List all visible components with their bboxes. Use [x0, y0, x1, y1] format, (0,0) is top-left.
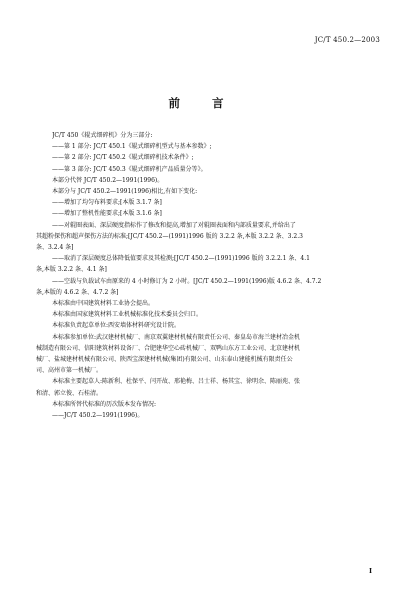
body-line: 本标准由国家建筑材料工业机械标准化技术委员会归口。: [52, 311, 203, 319]
body-line: ——第 2 部分: JC/T 450.2《辊式细碎机技术条件》;: [52, 154, 194, 162]
body-line: ——取消了深层硬度总体降低值要求及其检测;[JC/T 450.2—(1991)1996 版的 3.2.2.1 条、4.1: [52, 255, 310, 263]
body-line: 司、高州市第一机械厂。: [36, 367, 103, 375]
page-number: I: [368, 567, 372, 575]
body-line: 和清、郭立俊、石桂清。: [36, 389, 103, 397]
body-line: 械厂、盐城建材机械有限公司、陕西宝深建材机械(集团)有限公司、山东泰山建能机械有限责任公: [36, 356, 293, 364]
body-line: 本标准由中国建筑材料工业协会提出。: [52, 300, 155, 308]
body-line: 本标准所替代标准的历次版本发布情况:: [52, 400, 157, 408]
body-line: 本标准参加单位:武汉建材机械厂、南京双翼建材机械有限责任公司、秦皇岛市海兰建材冶金机: [52, 333, 301, 341]
body-line: ——增加了整机性能要求;[本版 3.1.6 条]: [52, 210, 162, 218]
body-line: ——第 1 部分: JC/T 450.1《辊式细碎机型式与基本参数》;: [52, 143, 212, 151]
body-line: ——对辊圈表面、深层硬度指标作了修改和提高,增加了对辊圈表面和内部质量要求,并给出了: [52, 221, 296, 229]
body-line: 条、3.2.4 条]: [36, 244, 74, 252]
body-line: ——第 3 部分: JC/T 450.3《辊式细碎机产品质量分等》。: [52, 165, 207, 173]
body-line: 本标准负责起草单位:西安墙体材料研究设计院。: [52, 322, 181, 330]
foreword-body: [36, 130, 382, 421]
body-line: 本标准主要起草人:陈新利、杜保平、闫开故、邢艳梅、吕士祥、杨其宝、徐明余、陈丽苑、张: [52, 378, 301, 386]
body-line: ——增加了均匀布料要求;[本版 3.1.7 条]: [52, 199, 162, 207]
body-line: 械制造有限公司、信阳建筑材料设备厂、合肥建华空心砖机械厂、双鸭山东方工业公司、北京建材机: [36, 344, 301, 352]
body-line: ——JC/T 450.2—1991(1996)。: [52, 412, 144, 420]
standard-code: JC/T 450.2—2003: [314, 36, 380, 44]
body-line: 条,本版 3.2.2 条、4.1 条]: [36, 266, 107, 274]
body-line: 本部分与 JC/T 450.2—1991(1996)相比,有如下变化:: [52, 188, 198, 196]
body-line: JC/T 450《辊式细碎机》分为三部分:: [52, 132, 153, 139]
body-line: 本部分代替 JC/T 450.2—1991(1996)。: [52, 176, 164, 184]
body-line: ——空载与负载试车由原来的 4 小时修订为 2 小时。[JC/T 450.2—1991(1996)版 4.6.2 条、4.7.2: [52, 277, 322, 285]
body-line: 其超粉探伤和超声探伤方法的标准;[JC/T 450.2—(1991)1996 版的 3.2.2 条,本版 3.2.2 条、3.2.3: [36, 232, 303, 240]
page-title: 前 言: [168, 96, 238, 110]
body-line: 条,本版的 4.6.2 条、4.7.2 条]: [36, 288, 119, 296]
